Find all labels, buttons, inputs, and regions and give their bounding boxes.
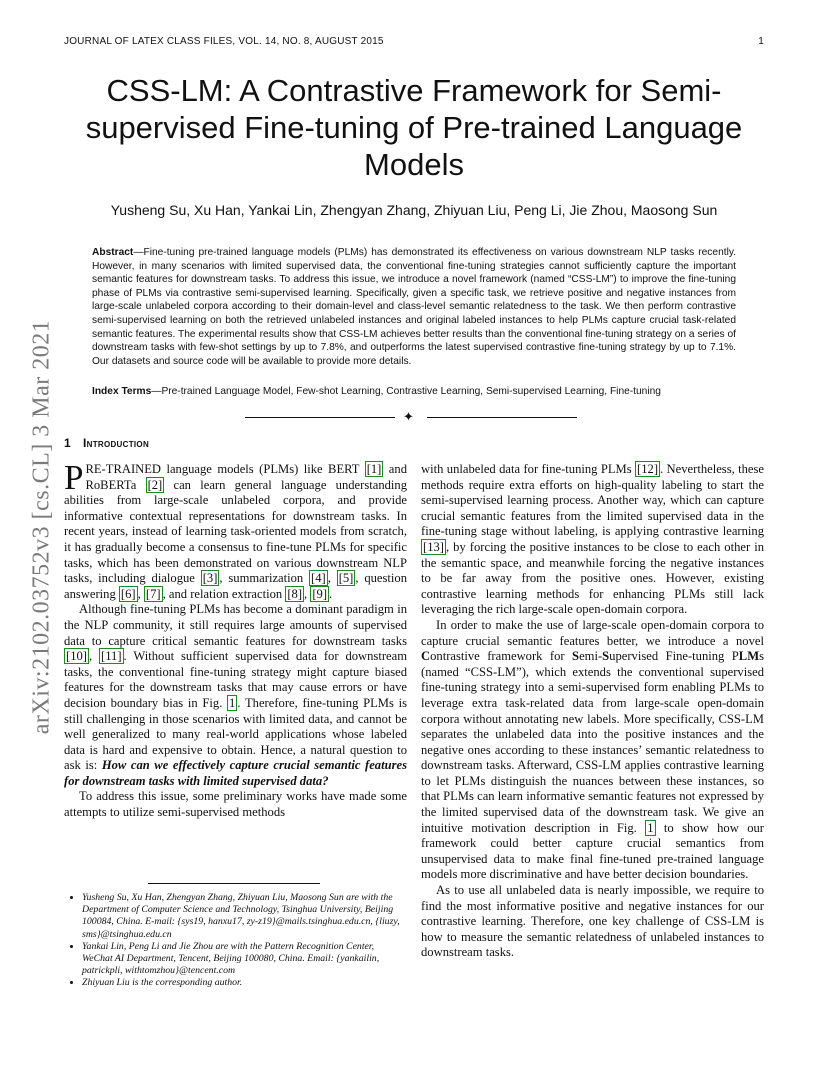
index-terms: [92, 386, 736, 397]
paragraph: [421, 462, 764, 618]
text: s (named “CSS-LM”), which extends the conventional supervised fine-tuning strategy into a semi-supervised form enabling PLMs to leverage extra task-related data from large-scale open-domain corpora without annotating new labels. More specifically, CSS-LM separates the unlabeled data into the positive instances and the negative ones according to these instances’ semantic relatedness to downstream tasks. Afterward, CSS-LM applies contrastive learning to let PLMs distinguish the nuances between these instances, so that PLMs can learn informative semantic features not expressed by the limited supervised data of the downstream task. We give an intuitive motivation description in Fig.: [421, 649, 764, 835]
section-heading: [64, 436, 149, 450]
paper-title: CSS-LM: A Contrastive Framework for Semi-supervised Fine-tuning of Pre-trained Language Models: [85, 73, 743, 182]
acronym-letter: LM: [738, 649, 760, 664]
abstract-label: Abstract: [92, 247, 134, 258]
abstract-text: —Fine-tuning pre-trained language models (PLMs) has demonstrated its effectiveness on various downstream NLP tasks recently. However, in many scenarios with limited supervised data, the conventional fine-tuning strategies cannot sufficiently capture the important semantic features for downstream tasks. To address this issue, we introduce a novel framework (named “CSS-LM”) to improve the fine-tuning phase of PLMs via contrastive semi-supervised learning. Specifically, given a specific task, we retrieve positive and negative instances from large-scale unlabeled corpora according to their domain-level and class-level semantic relatedness to the task. We then perform contrastive semi-supervised learning on both the retrieved unlabeled instances and original labeled instances to help PLMs capture crucial task-related semantic features. The experimental results show that CSS-LM achieves better results than the conventional fine-tuning strategy on a series of downstream tasks with few-shot settings by up to 7.8%, and outperforms the latest supervised contrastive fine-tuning strategy by up to 7.1%. Our datasets and source code will be available to provide more details.: [92, 247, 736, 367]
text: , by forcing the positive instances to be close to each other in the semantic space, and meanwhile forcing the negative instances to be far away from the positive ones. However, existing contrastive learning methods for enhancing PLMs still lack leveraging the rich large-scale open-domain corpora.: [421, 539, 764, 617]
text: with unlabeled data for fine-tuning PLMs: [421, 462, 636, 476]
citation-link[interactable]: [10]: [66, 649, 87, 664]
left-column: [64, 458, 408, 821]
footnote-item: • Zhiyuan Liu is the corresponding author.: [82, 977, 407, 989]
text: can learn general language understanding abilities from large-scale unlabeled corpora, and provide informative contextual representations for downstream tasks. In recent years, instead of learning task-oriented models from scratch, it has gradually become a consensus to fine-tune PLMs for specific tasks, which has been demonstrated on various downstream NLP tasks, including dialogue: [64, 477, 408, 586]
citation-link[interactable]: [1]: [366, 462, 382, 476]
text: ,: [88, 649, 100, 664]
footnote-rule: [148, 883, 320, 884]
text: . Without sufficient supervised data for downstream tasks, the conventional fine-tuning strategy might capture biased features for the downstream tasks that may cause errors or have decision boundary bias in Fig.: [64, 649, 407, 710]
arxiv-stamp: [22, 292, 62, 762]
running-header: [64, 36, 764, 47]
citation-link[interactable]: [6]: [120, 586, 136, 601]
right-column: [421, 462, 764, 961]
citation-link[interactable]: [4]: [311, 571, 326, 586]
research-question: How can we effectively capture crucial semantic features for downstream tasks with limited supervised data?: [64, 758, 407, 788]
author-list: Yusheng Su, Xu Han, Yankai Lin, Zhengyan Zhang, Zhiyuan Liu, Peng Li, Jie Zhou, Maosong Sun: [110, 202, 718, 218]
abstract: [92, 246, 736, 368]
paragraph: [421, 618, 764, 883]
arxiv-id: arXiv:2102.03752v3 [cs.CL] 3 Mar 2021: [28, 319, 55, 735]
section-title: Introduction: [82, 436, 150, 450]
text: ,: [327, 571, 337, 586]
acronym-letter: S: [602, 649, 610, 664]
section-separator: [245, 409, 585, 424]
citation-link[interactable]: [7]: [145, 586, 161, 601]
text: emi-: [579, 649, 603, 664]
footnote-item: • Yankai Lin, Peng Li and Jie Zhou are with the Pattern Recognition Center, WeChat AI Department, Tencent, Beijing 100080, China. Email: {yankailin, patrickpli, withtomzhou}@tencent.com: [82, 941, 407, 978]
text: ,: [137, 586, 144, 601]
citation-link[interactable]: [3]: [202, 571, 218, 586]
text: . Nevertheless, these methods require extra efforts on high-quality labeling to start the semi-supervised learning process. Another way, which can capture crucial semantic features from the limited supervised data in the fine-tuning stage without labeling, is applying contrastive learning: [421, 462, 765, 539]
journal-header: JOURNAL OF LATEX CLASS FILES, VOL. 14, NO. 8, AUGUST 2015: [64, 36, 384, 47]
drop-cap: P: [64, 458, 84, 497]
citation-link[interactable]: [11]: [101, 649, 122, 664]
text: . Therefore, fine-tuning PLMs is still challenging in those scenarios with limited data, and cannot be well generalized to many real-world applications whose labeled data is hard and expensive to obtain. Hence, a natural question to ask is:: [64, 695, 407, 773]
page-number: 1: [758, 36, 764, 47]
citation-link[interactable]: [13]: [423, 539, 444, 554]
citation-link[interactable]: [12]: [637, 462, 659, 476]
paragraph: To address this issue, some preliminary works have made some attempts to utilize semi-supervised methods: [64, 789, 407, 820]
paragraph: [64, 602, 407, 789]
text: .: [329, 586, 333, 601]
index-terms-text: —Pre-trained Language Model, Few-shot Learning, Contrastive Learning, Semi-supervised Learning, Fine-tuning: [151, 386, 661, 397]
diamond-icon: ✦: [403, 409, 414, 424]
acronym-letter: S: [572, 649, 580, 664]
text: and RoBERTa: [85, 462, 407, 492]
text: , summarization: [219, 571, 310, 586]
text: upervised Fine-tuning P: [609, 649, 739, 664]
index-terms-label: Index Terms: [92, 386, 152, 397]
text: Although fine-tuning PLMs has become a dominant paradigm in the NLP community, it still requires large amounts of supervised data to capture critical semantic features for downstream tasks: [64, 602, 407, 648]
figure-link[interactable]: 1: [229, 695, 236, 710]
separator-line-left: [245, 417, 395, 418]
text: ontrastive framework for: [430, 649, 573, 664]
text: , and relation extraction: [162, 586, 286, 601]
text: RE-TRAINED language models (PLMs) like BERT: [85, 462, 365, 476]
section-number: 1: [64, 436, 71, 450]
text: In order to make the use of large-scale open-domain corpora to capture crucial semantic features better, we introduce a novel: [421, 617, 764, 648]
paragraph: As to use all unlabeled data is nearly impossible, we require to find the most informative positive and negative instances for our contrastive learning. Therefore, one key challenge of CSS-LM is how to measure the semantic relatedness of unlabeled instances to downstream tasks.: [421, 883, 764, 960]
figure-link[interactable]: 1: [647, 820, 654, 835]
footnote-item: • Yusheng Su, Xu Han, Zhengyan Zhang, Zhiyuan Liu, Maosong Sun are with the Department of Computer Science and Technology, Tsinghua University, Beijing 100084, China. E-mail: {sys19, hanxu17, zy-z19}@mails.tsinghua.edu.cn, {liuzy, sms}@tsinghua.edu.cn: [82, 892, 407, 941]
separator-line-right: [427, 417, 577, 418]
citation-link[interactable]: [5]: [338, 571, 354, 586]
text: , question answering: [64, 571, 408, 601]
text: to show how our framework could better capture crucial semantics from unsupervised data to make final fine-tuned pre-trained language models more discriminative and have better decision boundaries.: [421, 820, 764, 882]
acronym-letter: C: [421, 649, 431, 664]
text: ,: [304, 586, 311, 601]
citation-link[interactable]: [8]: [287, 586, 303, 601]
footnotes: [64, 892, 407, 990]
citation-link[interactable]: [2]: [147, 477, 163, 492]
paragraph: [64, 458, 408, 602]
citation-link[interactable]: [9]: [312, 586, 328, 601]
